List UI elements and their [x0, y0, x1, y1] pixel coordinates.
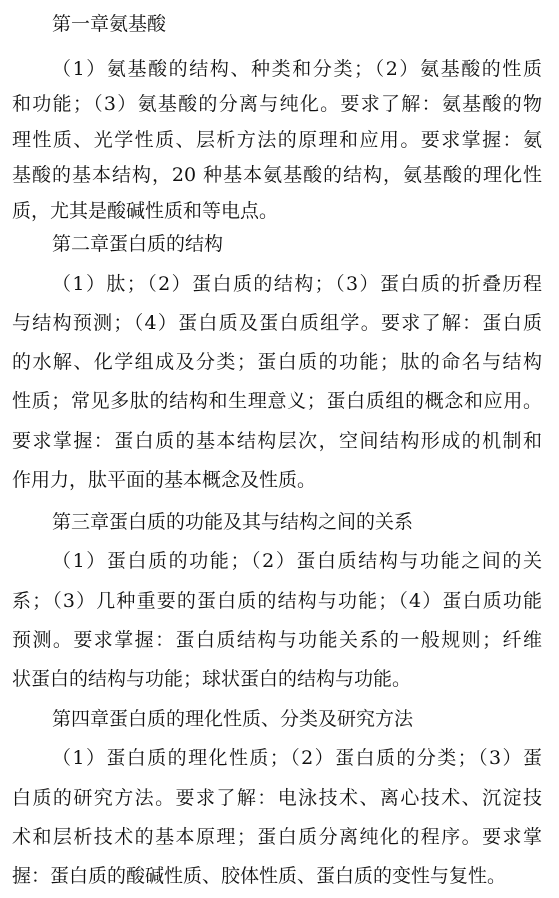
chapter-4-line-3: 术和层析技术的基本原理；蛋白质分离纯化的程序。要求掌: [12, 826, 542, 848]
chapter-2-line-6: 作用力，肽平面的基本概念及性质。: [12, 469, 317, 491]
chapter-3-line-3: 预测。要求掌握：蛋白质结构与功能关系的一般规则；纤维: [12, 629, 542, 651]
chapter-2-line-4: 性质；常见多肽的结构和生理意义；蛋白质组的概念和应用。: [12, 390, 542, 412]
chapter-3-line-2: 系；（3）几种重要的蛋白质的结构与功能；（4）蛋白质功能: [12, 590, 542, 612]
chapter-2-line-3: 的水解、化学组成及分类；蛋白质的功能；肽的命名与结构: [12, 351, 542, 373]
chapter-4-line-2: 白质的研究方法。要求了解：电泳技术、离心技术、沉淀技: [12, 787, 542, 809]
chapter-1-title: 第一章氨基酸: [52, 13, 167, 35]
chapter-3-title: 第三章蛋白质的功能及其与结构之间的关系: [52, 511, 414, 533]
chapter-1-line-3: 理性质、光学性质、层析方法的原理和应用。要求掌握：氨: [12, 129, 542, 151]
chapter-4-title: 第四章蛋白质的理化性质、分类及研究方法: [52, 708, 414, 730]
chapter-3-line-4: 状蛋白的结构与功能；球状蛋白的结构与功能。: [12, 668, 412, 690]
chapter-1-line-5: 质，尤其是酸碱性质和等电点。: [12, 200, 279, 222]
chapter-2-title: 第二章蛋白质的结构: [52, 233, 224, 255]
chapter-2-line-5: 要求掌握：蛋白质的基本结构层次，空间结构形成的机制和: [12, 430, 542, 452]
chapter-1-line-4: 基酸的基本结构，20 种基本氨基酸的结构，氨基酸的理化性: [12, 164, 542, 186]
chapter-1-line-1: （1）氨基酸的结构、种类和分类；（2）氨基酸的性质: [52, 58, 542, 80]
chapter-4-line-4: 握：蛋白质的酸碱性质、胶体性质、蛋白质的变性与复性。: [12, 865, 507, 887]
chapter-4-line-1: （1）蛋白质的理化性质；（2）蛋白质的分类；（3）蛋: [52, 747, 542, 769]
chapter-3-line-1: （1）蛋白质的功能；（2）蛋白质结构与功能之间的关: [52, 550, 542, 572]
chapter-2-line-2: 与结构预测；（4）蛋白质及蛋白质组学。要求了解：蛋白质: [12, 312, 542, 334]
chapter-1-line-2: 和功能；（3）氨基酸的分离与纯化。要求了解：氨基酸的物: [12, 93, 542, 115]
chapter-2-line-1: （1）肽；（2）蛋白质的结构；（3）蛋白质的折叠历程: [52, 273, 542, 295]
